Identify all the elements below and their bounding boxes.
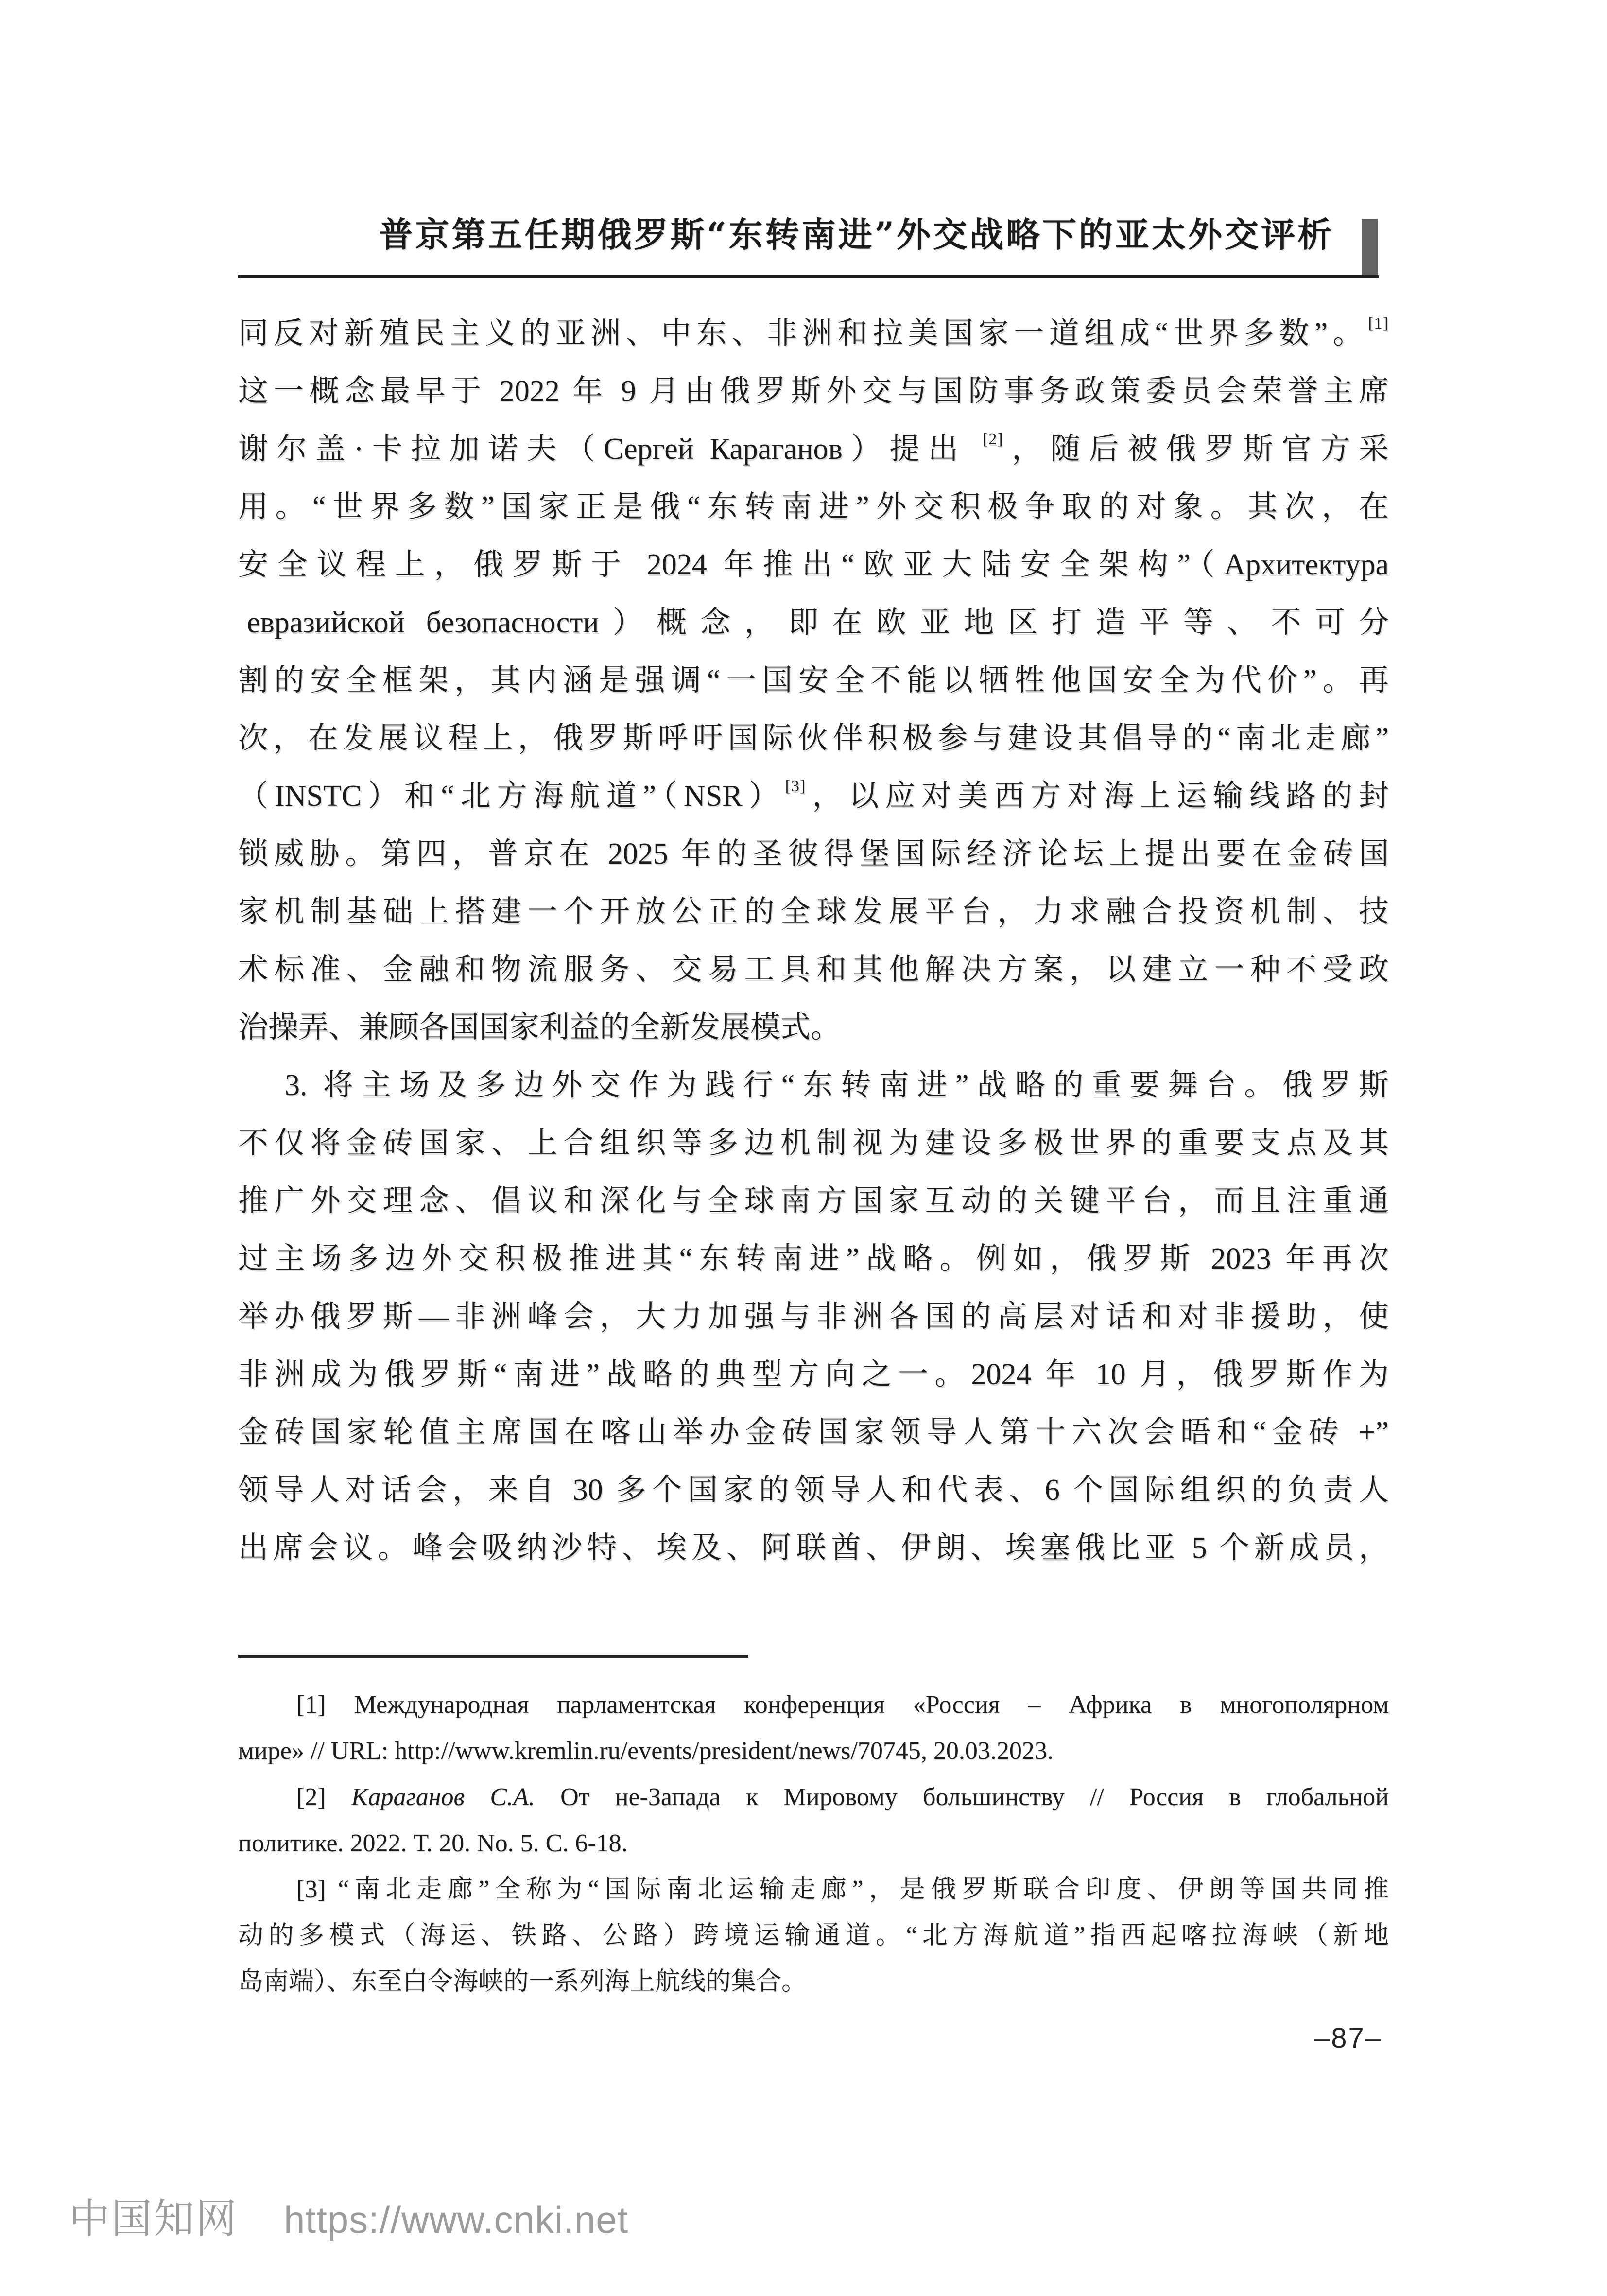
text-segment: 术标准、金融和物流服务、交易工具和其他解决方案，以建立一种不受政 <box>238 953 1389 986</box>
body-text-line <box>238 825 1389 883</box>
footnotes-block <box>238 1682 1389 2005</box>
body-text-line <box>238 1404 1389 1461</box>
text-segment: [1] Международная парламентская конференция «Россия – Африка в многополярном <box>296 1691 1389 1719</box>
text-segment: 不仅将金砖国家、上合组织等多边机制视为建设多极世界的重要支点及其 <box>238 1127 1389 1160</box>
body-text-line <box>238 941 1389 999</box>
text-segment: 锁威胁。第四，普京在 2025 年的圣彼得堡国际经济论坛上提出要在金砖国 <box>238 837 1389 870</box>
text-segment: политике. 2022. Т. 20. No. 5. С. 6-18. <box>238 1829 628 1857</box>
body-text-line <box>238 420 1389 478</box>
body-text-line <box>238 594 1389 652</box>
article-body-text <box>238 305 1389 1577</box>
italic-text-segment: Караганов С.А. <box>351 1783 535 1811</box>
body-text-line <box>238 1461 1389 1519</box>
body-text-line <box>238 1057 1389 1114</box>
text-segment: мире» // URL: http://www.kremlin.ru/events/president/news/70745, 20.03.2023. <box>238 1737 1054 1765</box>
text-segment: 推广外交理念、倡议和深化与全球南方国家互动的关键平台，而且注重通 <box>238 1184 1389 1218</box>
footnote-reference-marker: [3] <box>785 777 806 795</box>
body-text-line <box>238 1346 1389 1404</box>
text-segment: 动的多模式（海运、铁路、公路）跨境运输通道。“北方海航道”指西起喀拉海峡（新地 <box>238 1922 1389 1949</box>
text-segment: 举办俄罗斯—非洲峰会，大力加强与非洲各国的高层对话和对非援助，使 <box>238 1300 1389 1333</box>
text-segment: 岛南端）、东至白令海峡的一系列海上航线的集合。 <box>238 1968 807 1996</box>
text-segment: 治操弄、兼顾各国国家利益的全新发展模式。 <box>238 1011 841 1044</box>
text-segment: 领导人对话会，来自 30 多个国家的领导人和代表、6 个国际组织的负责人 <box>238 1474 1389 1507</box>
header-rule <box>238 275 1379 278</box>
footnote-line <box>238 1866 1389 1913</box>
text-segment: ，随后被俄罗斯官方采 <box>1003 433 1389 466</box>
text-segment: 过主场多边外交积极推进其“东转南进”战略。例如，俄罗斯 2023 年再次 <box>238 1242 1389 1275</box>
page-number: –87– <box>1313 2022 1382 2054</box>
footnote-reference-marker: [1] <box>1368 314 1389 332</box>
text-segment: 安全议程上，俄罗斯于 2024 年推出“欧亚大陆安全架构”（Архитектура <box>238 548 1389 581</box>
footnote-divider <box>238 1655 748 1658</box>
cnki-url-text: https://www.cnki.net <box>284 2198 629 2241</box>
body-text-line <box>238 883 1389 941</box>
text-segment: 割的安全框架，其内涵是强调“一国安全不能以牺牲他国安全为代价”。再 <box>238 664 1389 697</box>
text-segment: [2] <box>296 1783 351 1811</box>
body-text-line <box>238 1288 1389 1346</box>
body-text-line <box>238 710 1389 767</box>
body-text-line <box>238 363 1389 420</box>
footnote-line <box>238 1728 1389 1774</box>
footnote-line <box>238 1959 1389 2005</box>
footnote-reference-marker: [2] <box>982 430 1003 448</box>
text-segment: 家机制基础上搭建一个开放公正的全球发展平台，力求融合投资机制、技 <box>238 895 1389 928</box>
text-segment: 用。“世界多数”国家正是俄“东转南进”外交积极争取的对象。其次，在 <box>238 490 1389 523</box>
text-segment: 出席会议。峰会吸纳沙特、埃及、阿联酋、伊朗、埃塞俄比亚 5 个新成员， <box>238 1531 1389 1565</box>
text-segment: От не-Запада к Мировому большинству // Россия в глобальной <box>535 1783 1389 1811</box>
cnki-logo-text: 中国知网 <box>69 2196 239 2242</box>
text-segment: 3. 将主场及多边外交作为践行“东转南进”战略的重要舞台。俄罗斯 <box>285 1069 1389 1102</box>
text-segment: 非洲成为俄罗斯“南进”战略的典型方向之一。2024 年 10 月，俄罗斯作为 <box>238 1358 1389 1391</box>
text-segment: 次，在发展议程上，俄罗斯呼吁国际伙伴积极参与建设其倡导的“南北走廊” <box>238 722 1389 755</box>
footnote-line <box>238 1820 1389 1866</box>
body-text-line <box>238 1172 1389 1230</box>
cnki-watermark <box>69 2186 628 2245</box>
text-segment: [3] “南北走廊”全称为“国际南北运输走廊”，是俄罗斯联合印度、伊朗等国共同推 <box>296 1876 1389 1903</box>
body-text-line <box>238 999 1389 1057</box>
text-segment: ，以应对美西方对海上运输线路的封 <box>806 780 1389 813</box>
text-segment: евразийской безопасности）概念，即在欧亚地区打造平等、不可分 <box>247 606 1389 639</box>
text-segment: 同反对新殖民主义的亚洲、中东、非洲和拉美国家一道组成“世界多数”。 <box>238 317 1368 350</box>
body-text-line <box>238 652 1389 710</box>
footnote-line <box>238 1682 1389 1728</box>
body-text-line <box>238 1519 1389 1577</box>
text-segment: 金砖国家轮值主席国在喀山举办金砖国家领导人第十六次会晤和“金砖 +” <box>238 1416 1389 1449</box>
footnote-line <box>238 1774 1389 1820</box>
body-text-line <box>238 767 1389 825</box>
text-segment: 谢尔盖·卡拉加诺夫（Сергей Караганов）提出 <box>238 433 983 466</box>
footnote-line <box>238 1913 1389 1959</box>
text-segment: （INSTC）和“北方海航道”（NSR） <box>238 780 785 813</box>
header-accent-bar <box>1362 219 1378 276</box>
body-text-line <box>238 1230 1389 1288</box>
body-text-line <box>238 305 1389 363</box>
body-text-line <box>238 478 1389 536</box>
running-header-title: 普京第五任期俄罗斯“东转南进”外交战略下的亚太外交评析 <box>379 214 1334 255</box>
body-text-line <box>238 536 1389 594</box>
body-text-line <box>238 1114 1389 1172</box>
text-segment: 这一概念最早于 2022 年 9 月由俄罗斯外交与国防事务政策委员会荣誉主席 <box>238 375 1389 408</box>
